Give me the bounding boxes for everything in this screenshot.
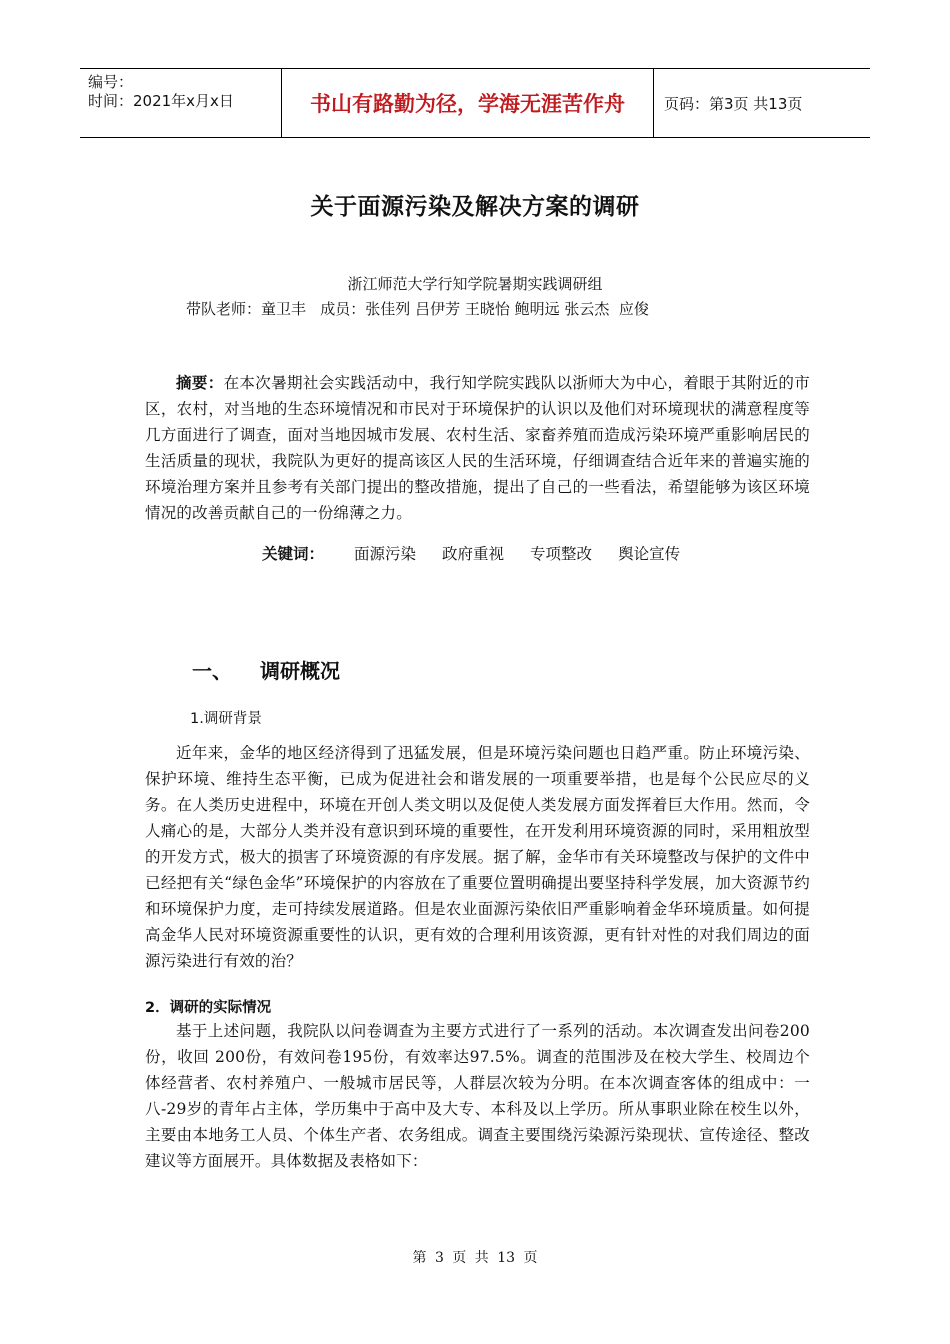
paragraph-actual: 基于上述问题，我院队以问卷调查为主要方式进行了一系列的活动。本次调查发出问卷200份，收回 200份，有效问卷195份，有效率达97.5%。调查的范围涉及在校大学生、校周边个体经营者、农村养殖户、一般城市居民等，人群层次较为分明。在本次调查客体的组成中：一八-29岁的青年占主体，学历集中于高中及大专、本科及以上学历。所从事职业除在校生以外，主要由本地务工人员、个体生产者、农务组成。调查主要围绕污染源污染现状、宣传途径、整改建议等方面展开。具体数据及表格如下： (145, 1022, 810, 1170)
page-info: 页码：第3页 共13页 (664, 94, 803, 113)
section-heading (192, 655, 340, 684)
motto: 书山有路勤为径，学海无涯苦作舟 (281, 69, 654, 137)
keyword: 专项整改 (530, 545, 593, 563)
header-left-cell (80, 69, 281, 137)
subsection-heading-background: 1.调研背景 (190, 711, 262, 727)
header-table (80, 68, 870, 138)
subsection-heading-actual: 2．调研的实际情况 (145, 1000, 272, 1016)
section-number: 一、 (192, 659, 232, 683)
abstract-label: 摘要： (176, 374, 224, 392)
keywords-label: 关键词： (262, 545, 325, 563)
date-line: 时间：2021年x月x日 (88, 92, 234, 110)
abstract (145, 370, 810, 526)
number-label: 编号： (88, 73, 134, 91)
keywords (262, 542, 706, 564)
page-footer: 第 3 页 共 13 页 (412, 1250, 538, 1266)
keyword: 面源污染 (354, 545, 417, 563)
abstract-text: 在本次暑期社会实践活动中，我行知学院实践队以浙师大为中心，着眼于其附近的市区，农村，对当地的生态环境情况和市民对于环境保护的认识以及他们对环境现状的满意程度等几方面进行了调查，面对当地因城市发展、农村生活、家畜养殖而造成污染环境严重影响居民的生活质量的现状，我院队为更好的提高该区人民的生活环境，仔细调查结合近年来的普遍实施的环境治理方案并且参考有关部门提出的整改措施，提出了自己的一些看法，希望能够为该区环境情况的改善贡献自己的一份绵薄之力。 (145, 374, 810, 522)
section-title: 调研概况 (260, 659, 340, 683)
affiliation: 浙江师范大学行知学院暑期实践调研组 (347, 275, 603, 293)
keyword: 舆论宣传 (618, 545, 681, 563)
members-line: 带队老师：童卫丰 成员：张佳列 吕伊芳 王晓怡 鲍明远 张云杰 应俊 (186, 300, 649, 318)
document-title: 关于面源污染及解决方案的调研 (310, 194, 640, 220)
keyword: 政府重视 (442, 545, 505, 563)
paragraph-background: 近年来，金华的地区经济得到了迅猛发展，但是环境污染问题也日趋严重。防止环境污染、保护环境、维持生态平衡，已成为促进社会和谐发展的一项重要举措，也是每个公民应尽的义务。在人类历史进程中，环境在开创人类文明以及促使人类发展方面发挥着巨大作用。然而，令人痛心的是，大部分人类并没有意识到环境的重要性，在开发利用环境资源的同时，采用粗放型的开发方式，极大的损害了环境资源的有序发展。据了解，金华市有关环境整改与保护的文件中已经把有关“绿色金华”环境保护的内容放在了重要位置明确提出要坚持科学发展，加大资源节约和环境保护力度，走可持续发展道路。但是农业面源污染依旧严重影响着金华环境质量。如何提高金华人民对环境资源重要性的认识，更有效的合理利用该资源，更有针对性的对我们周边的面源污染进行有效的治？ (145, 744, 810, 970)
